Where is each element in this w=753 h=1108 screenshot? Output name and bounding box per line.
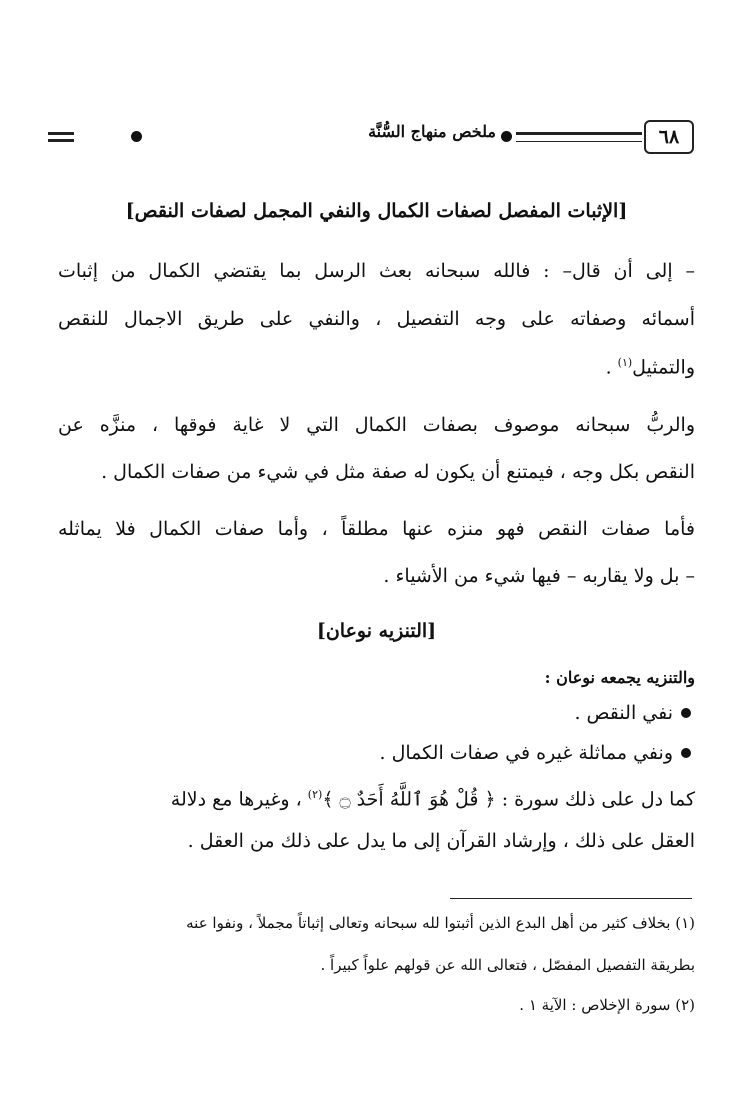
section2-para-rest: ، وغيرها مع دلالة	[170, 788, 308, 811]
section-heading-2: [التنزيه نوعان]	[316, 620, 437, 642]
para2-line1: والربُّ سبحانه موصوف بصفات الكمال التي لا غاية فوقها ، منزَّه عن	[58, 414, 695, 436]
footnote-2: (٢) سورة الإخلاص : الآية ١ .	[519, 996, 695, 1014]
para3-line2: – بل ولا يقاربه – فيها شيء من الأشياء .	[383, 565, 695, 587]
footnote-ref-2[interactable]: (٢)	[307, 788, 323, 801]
para1-line2: أسمائه وصفاته على وجه التفصيل ، والنفي على طريق الاجمال للنقص	[58, 308, 695, 330]
list-item	[380, 742, 692, 764]
page-number: ٦٨	[644, 120, 694, 154]
section-heading-1: [الإثبات المفصل لصفات الكمال والنفي المجمل لصفات النقص]	[125, 200, 628, 222]
header-rule-short	[48, 132, 74, 142]
list-item	[574, 702, 691, 724]
running-title: ملخص منهاج السُّنَّة	[368, 122, 496, 141]
page-header	[48, 120, 696, 156]
section2-subheading: والتنزيه يجمعه نوعان :	[544, 668, 695, 687]
para3-line1: فأما صفات النقص فهو منزه عنها مطلقاً ، وأما صفات الكمال فلا يماثله	[58, 518, 695, 540]
para1-end: .	[605, 356, 618, 379]
footnote-1-line1: (١) بخلاف كثير من أهل البدع الذين أثبتوا لله سبحانه وتعالى إثباتاً مجملاً ، ونفوا عنه	[186, 914, 695, 932]
para1-line3	[58, 356, 695, 378]
footnote-separator	[450, 898, 692, 899]
footnote-1-line2: بطريقة التفصيل المفصّل ، فتعالى الله عن قولهم علواً كبيراً .	[320, 956, 695, 974]
footnote-ref-1[interactable]: (١)	[617, 356, 633, 369]
para2-line2: النقص بكل وجه ، فيمتنع أن يكون له صفة مثل في شيء من صفات الكمال .	[101, 461, 695, 483]
section2-para-line1	[58, 788, 695, 810]
list-item-text: ونفي مماثلة غيره في صفات الكمال .	[379, 742, 673, 764]
list-item-text: نفي النقص .	[574, 702, 673, 724]
para1-text: والتمثيل	[632, 356, 695, 379]
section2-para-line2: العقل على ذلك ، وإرشاد القرآن إلى ما يدل على ذلك من العقل .	[187, 830, 695, 852]
header-bullet-left	[131, 131, 142, 142]
header-bullet-right	[501, 131, 512, 142]
section2-para-start: كما دل على ذلك سورة : ﴿ قُلْ هُوَ ٱللَّهُ أَحَدٌ ۝ ﴾	[322, 788, 695, 811]
bullet-icon	[681, 708, 691, 718]
header-rule-long	[516, 132, 642, 142]
para1-line1: – إلى أن قال– : فالله سبحانه بعث الرسل بما يقتضي الكمال من إثبات	[58, 260, 695, 282]
bullet-icon	[681, 748, 691, 758]
